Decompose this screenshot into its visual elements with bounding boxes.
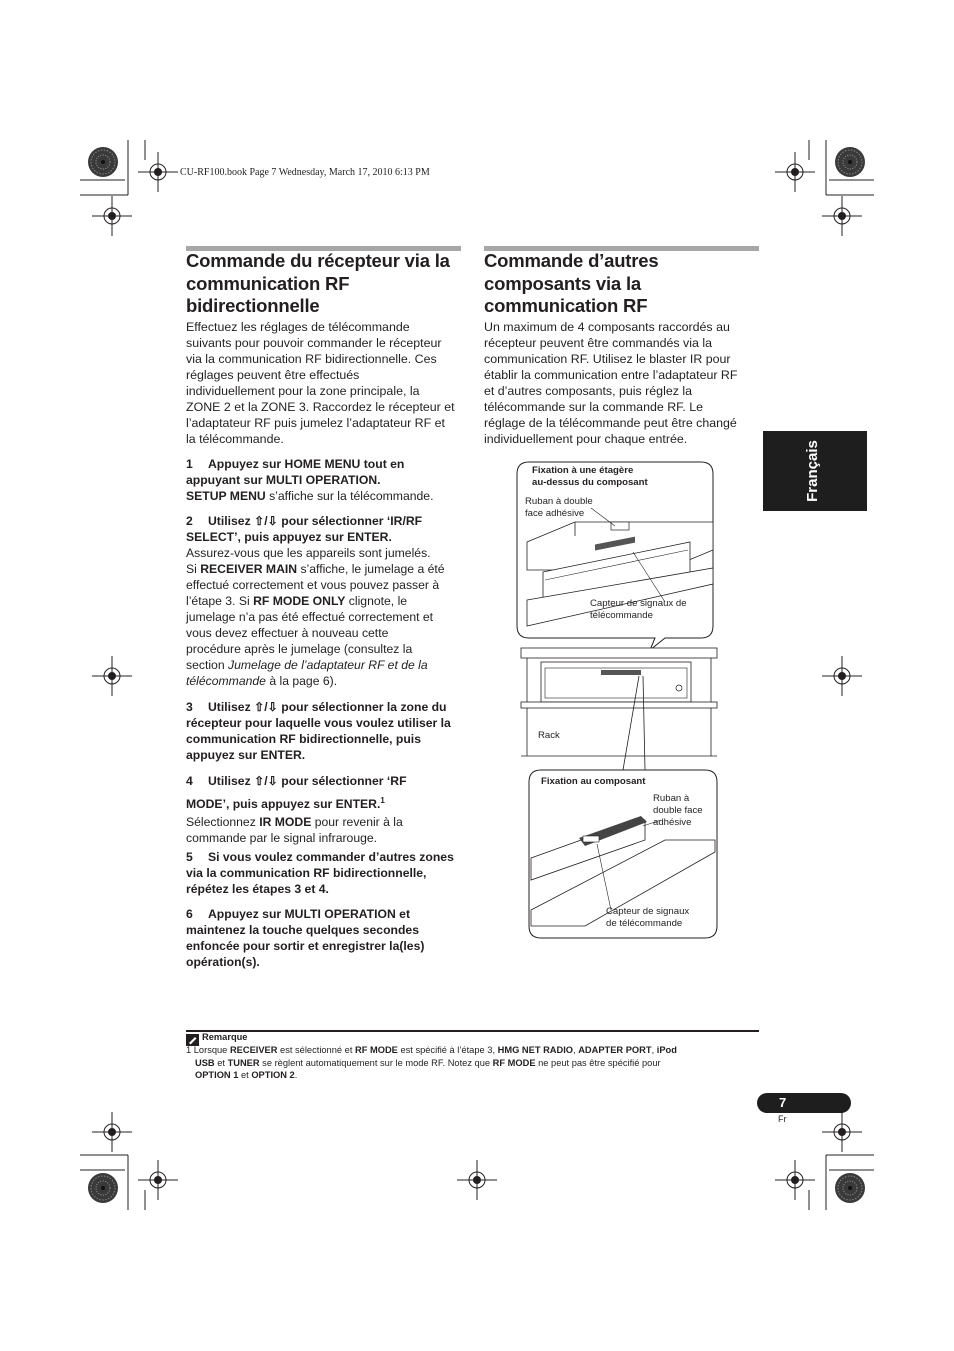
step-text: l’étape 3. Si (186, 594, 254, 608)
left-title-line: communication RF (186, 272, 350, 294)
step-text: Appuyez sur HOME MENU tout en (208, 457, 405, 471)
step-text: Si vous voulez commander d’autres zones (208, 850, 454, 864)
right-title-line: Commande d’autres (484, 250, 659, 271)
intro-line: individuellement pour chaque entrée. (484, 432, 688, 446)
step-text: communication RF bidirectionnelle, puis (186, 732, 421, 746)
right-title-line: composants via la (484, 272, 641, 294)
intro-line: réglages peuvent être effectués (186, 368, 360, 382)
step-number: 5 (186, 850, 193, 864)
step-text: Si (186, 562, 201, 576)
step-text: Utilisez (208, 514, 255, 528)
note-term: TUNER (227, 1057, 260, 1068)
note-text: , (651, 1045, 657, 1055)
footnote-ref: 1 (380, 796, 385, 805)
note-term: RF MODE (492, 1057, 536, 1068)
intro-line: suivants pour pouvoir commander le récepteur (186, 336, 442, 350)
step-4 (186, 772, 471, 846)
sensor-label: Capteur de signaux de (590, 598, 687, 609)
intro-line: Un maximum de 4 composants raccordés au (484, 320, 730, 334)
note-term: OPTION 1 (195, 1070, 239, 1080)
bottom-fig-title: Fixation au composant (541, 776, 646, 787)
step-text: Assurez-vous que les appareils sont jumelés. (186, 546, 431, 560)
tape-label-2: double face (653, 805, 703, 816)
intro-line: réglage de la télécommande peut être changé (484, 416, 737, 430)
step-text: enfoncée pour sortir et enregistrer la(les) (186, 939, 425, 953)
note-text: et (214, 1057, 228, 1068)
top-fig-title: au-dessus du composant (532, 477, 648, 488)
step-text: Utilisez (208, 774, 255, 788)
sensor-label-2: Capteur de signaux (606, 906, 690, 917)
step-text: procédure après le jumelage (consultez la (186, 642, 413, 656)
step-text: opération(s). (186, 955, 260, 969)
page-number: 7 (779, 1095, 787, 1110)
note-rule (186, 1030, 759, 1032)
step-3 (186, 699, 471, 763)
step-text: section (186, 658, 229, 672)
intro-line: récepteur peuvent être commandés via la (484, 336, 712, 350)
intro-line: la télécommande. (186, 432, 284, 446)
step-text: pour sélectionner ‘RF (277, 774, 407, 788)
right-title-line: communication RF (484, 295, 648, 316)
left-intro (186, 319, 466, 447)
left-title-line: bidirectionnelle (186, 295, 320, 316)
cross-reference: Jumelage de l’adaptateur RF et de la (228, 658, 428, 672)
step-number: 4 (186, 774, 193, 788)
step-6 (186, 906, 471, 970)
ui-term: SETUP MENU (186, 489, 266, 503)
ui-term: IR MODE (259, 815, 312, 830)
rack-label: Rack (538, 730, 560, 741)
installation-figure (515, 460, 720, 940)
step-text: s’affiche sur la télécommande. (265, 489, 434, 503)
up-down-arrows-icon: ⇧/⇩ (254, 700, 278, 714)
note-text: se règlent automatiquement sur le mode RF. Notez que (259, 1057, 493, 1068)
note-body (186, 1044, 766, 1082)
adhesive-tape (611, 522, 629, 530)
note-text: . (294, 1070, 298, 1080)
intro-line: ZONE 2 et la ZONE 3. Raccordez le récepteur et (186, 400, 455, 414)
right-intro (484, 319, 764, 447)
note-term: HMG NET RADIO (497, 1045, 574, 1055)
note-text: est spécifié à l’étape 3, (397, 1045, 498, 1055)
tape-label-2: Ruban à (653, 793, 690, 804)
step-1 (186, 456, 471, 504)
step-text: s’affiche, le jumelage a été (297, 562, 445, 576)
note-line-2 (186, 1057, 766, 1070)
corner-mark-top-left (80, 140, 178, 236)
note-term: iPod (656, 1045, 677, 1055)
step-text: récepteur pour laquelle vous voulez utiliser la (186, 716, 451, 730)
page-language-code: Fr (778, 1114, 787, 1124)
language-tab (763, 431, 867, 511)
step-text: via la communication RF bidirectionnelle, (186, 866, 427, 880)
note-term: USB (195, 1057, 215, 1068)
step-text: vous devez effectuer à nouveau cette (186, 626, 389, 640)
tape-label: face adhésive (525, 508, 585, 519)
note-text: 1 Lorsque (186, 1045, 230, 1055)
top-fig-title: Fixation à une étagère (532, 465, 634, 476)
step-number: 2 (186, 514, 193, 528)
cross-reference: télécommande (186, 674, 266, 688)
step-number: 6 (186, 907, 193, 921)
intro-line: Effectuez les réglages de télécommande (186, 320, 410, 334)
step-text: clignote, le (345, 594, 408, 608)
up-down-arrows-icon: ⇧/⇩ (254, 774, 278, 788)
ui-term: RF MODE ONLY (253, 594, 346, 608)
step-text: Utilisez (208, 700, 255, 714)
sensor-label-2: de télécommande (606, 918, 683, 929)
note-term: RECEIVER (229, 1045, 278, 1055)
note-line-1 (186, 1044, 766, 1057)
step-text: effectué correctement et vous pouvez passer à (186, 578, 440, 592)
intro-line: télécommande sur la commande RF. Le (484, 400, 704, 414)
step-number: 3 (186, 700, 193, 714)
note-term: RF MODE (355, 1045, 398, 1055)
intro-line: via la communication RF bidirectionnelle. Ces (186, 352, 437, 366)
rack-top (521, 648, 717, 658)
sensor-label: télécommande (590, 610, 653, 621)
step-text: pour sélectionner ‘IR/RF (277, 514, 423, 528)
note-text: et (238, 1070, 252, 1080)
intro-line: communication RF. Utilisez le blaster IR pour (484, 352, 731, 366)
step-text: Sélectionnez (186, 815, 260, 830)
page-number-badge (757, 1093, 851, 1113)
intro-line: établir la communication entre l’adaptateur RF (484, 368, 738, 382)
step-text: MODE’, puis appuyez sur ENTER. (186, 797, 381, 812)
step-text: SELECT’, puis appuyez sur ENTER. (186, 530, 392, 544)
intro-line: individuellement pour la zone principale, la (186, 384, 420, 398)
tape-label-2: adhésive (653, 817, 692, 828)
left-title-line: Commande du récepteur via la (186, 250, 450, 271)
intro-line: l’adaptateur RF puis jumelez l’adaptateur RF et (186, 416, 445, 430)
language-tab-label: Français (804, 440, 821, 502)
intro-line: et d’autres composants, puis réglez la (484, 384, 692, 398)
step-text: appuyez sur ENTER. (186, 748, 306, 762)
corner-mark-bottom-right (775, 1112, 874, 1210)
up-down-arrows-icon: ⇧/⇩ (254, 514, 278, 528)
corner-mark-bottom-left (80, 1112, 497, 1210)
note-text: ne peut pas être spécifié pour (535, 1057, 661, 1068)
left-section-title (186, 250, 476, 318)
step-number: 1 (186, 457, 193, 471)
corner-mark-top-right (775, 140, 874, 236)
step-text: répétez les étapes 3 et 4. (186, 882, 329, 896)
step-5 (186, 849, 471, 897)
note-title: Remarque (202, 1032, 248, 1042)
step-text: jumelage n’a pas été effectué correctement et (186, 610, 434, 624)
step-text: commande par le signal infrarouge. (186, 831, 378, 846)
step-2 (186, 513, 471, 689)
tape-label: Ruban à double (525, 496, 593, 507)
note-term: ADAPTER PORT (578, 1045, 652, 1055)
note-line-3 (186, 1069, 766, 1082)
step-text: pour revenir à la (311, 815, 403, 830)
step-text: Appuyez sur MULTI OPERATION et (208, 907, 411, 921)
step-text: maintenez la touche quelques secondes (186, 923, 419, 937)
step-text: appuyant sur MULTI OPERATION. (186, 473, 381, 487)
note-text: est sélectionné et (277, 1045, 355, 1055)
print-header-text: CU-RF100.book Page 7 Wednesday, March 17, 2010 6:13 PM (180, 167, 430, 178)
right-section-title (484, 250, 764, 318)
note-text: , (573, 1045, 579, 1055)
step-text: à la page 6). (265, 674, 338, 688)
note-term: OPTION 2 (251, 1070, 295, 1080)
step-text: pour sélectionner la zone du (277, 700, 447, 714)
ui-term: RECEIVER MAIN (200, 562, 298, 576)
